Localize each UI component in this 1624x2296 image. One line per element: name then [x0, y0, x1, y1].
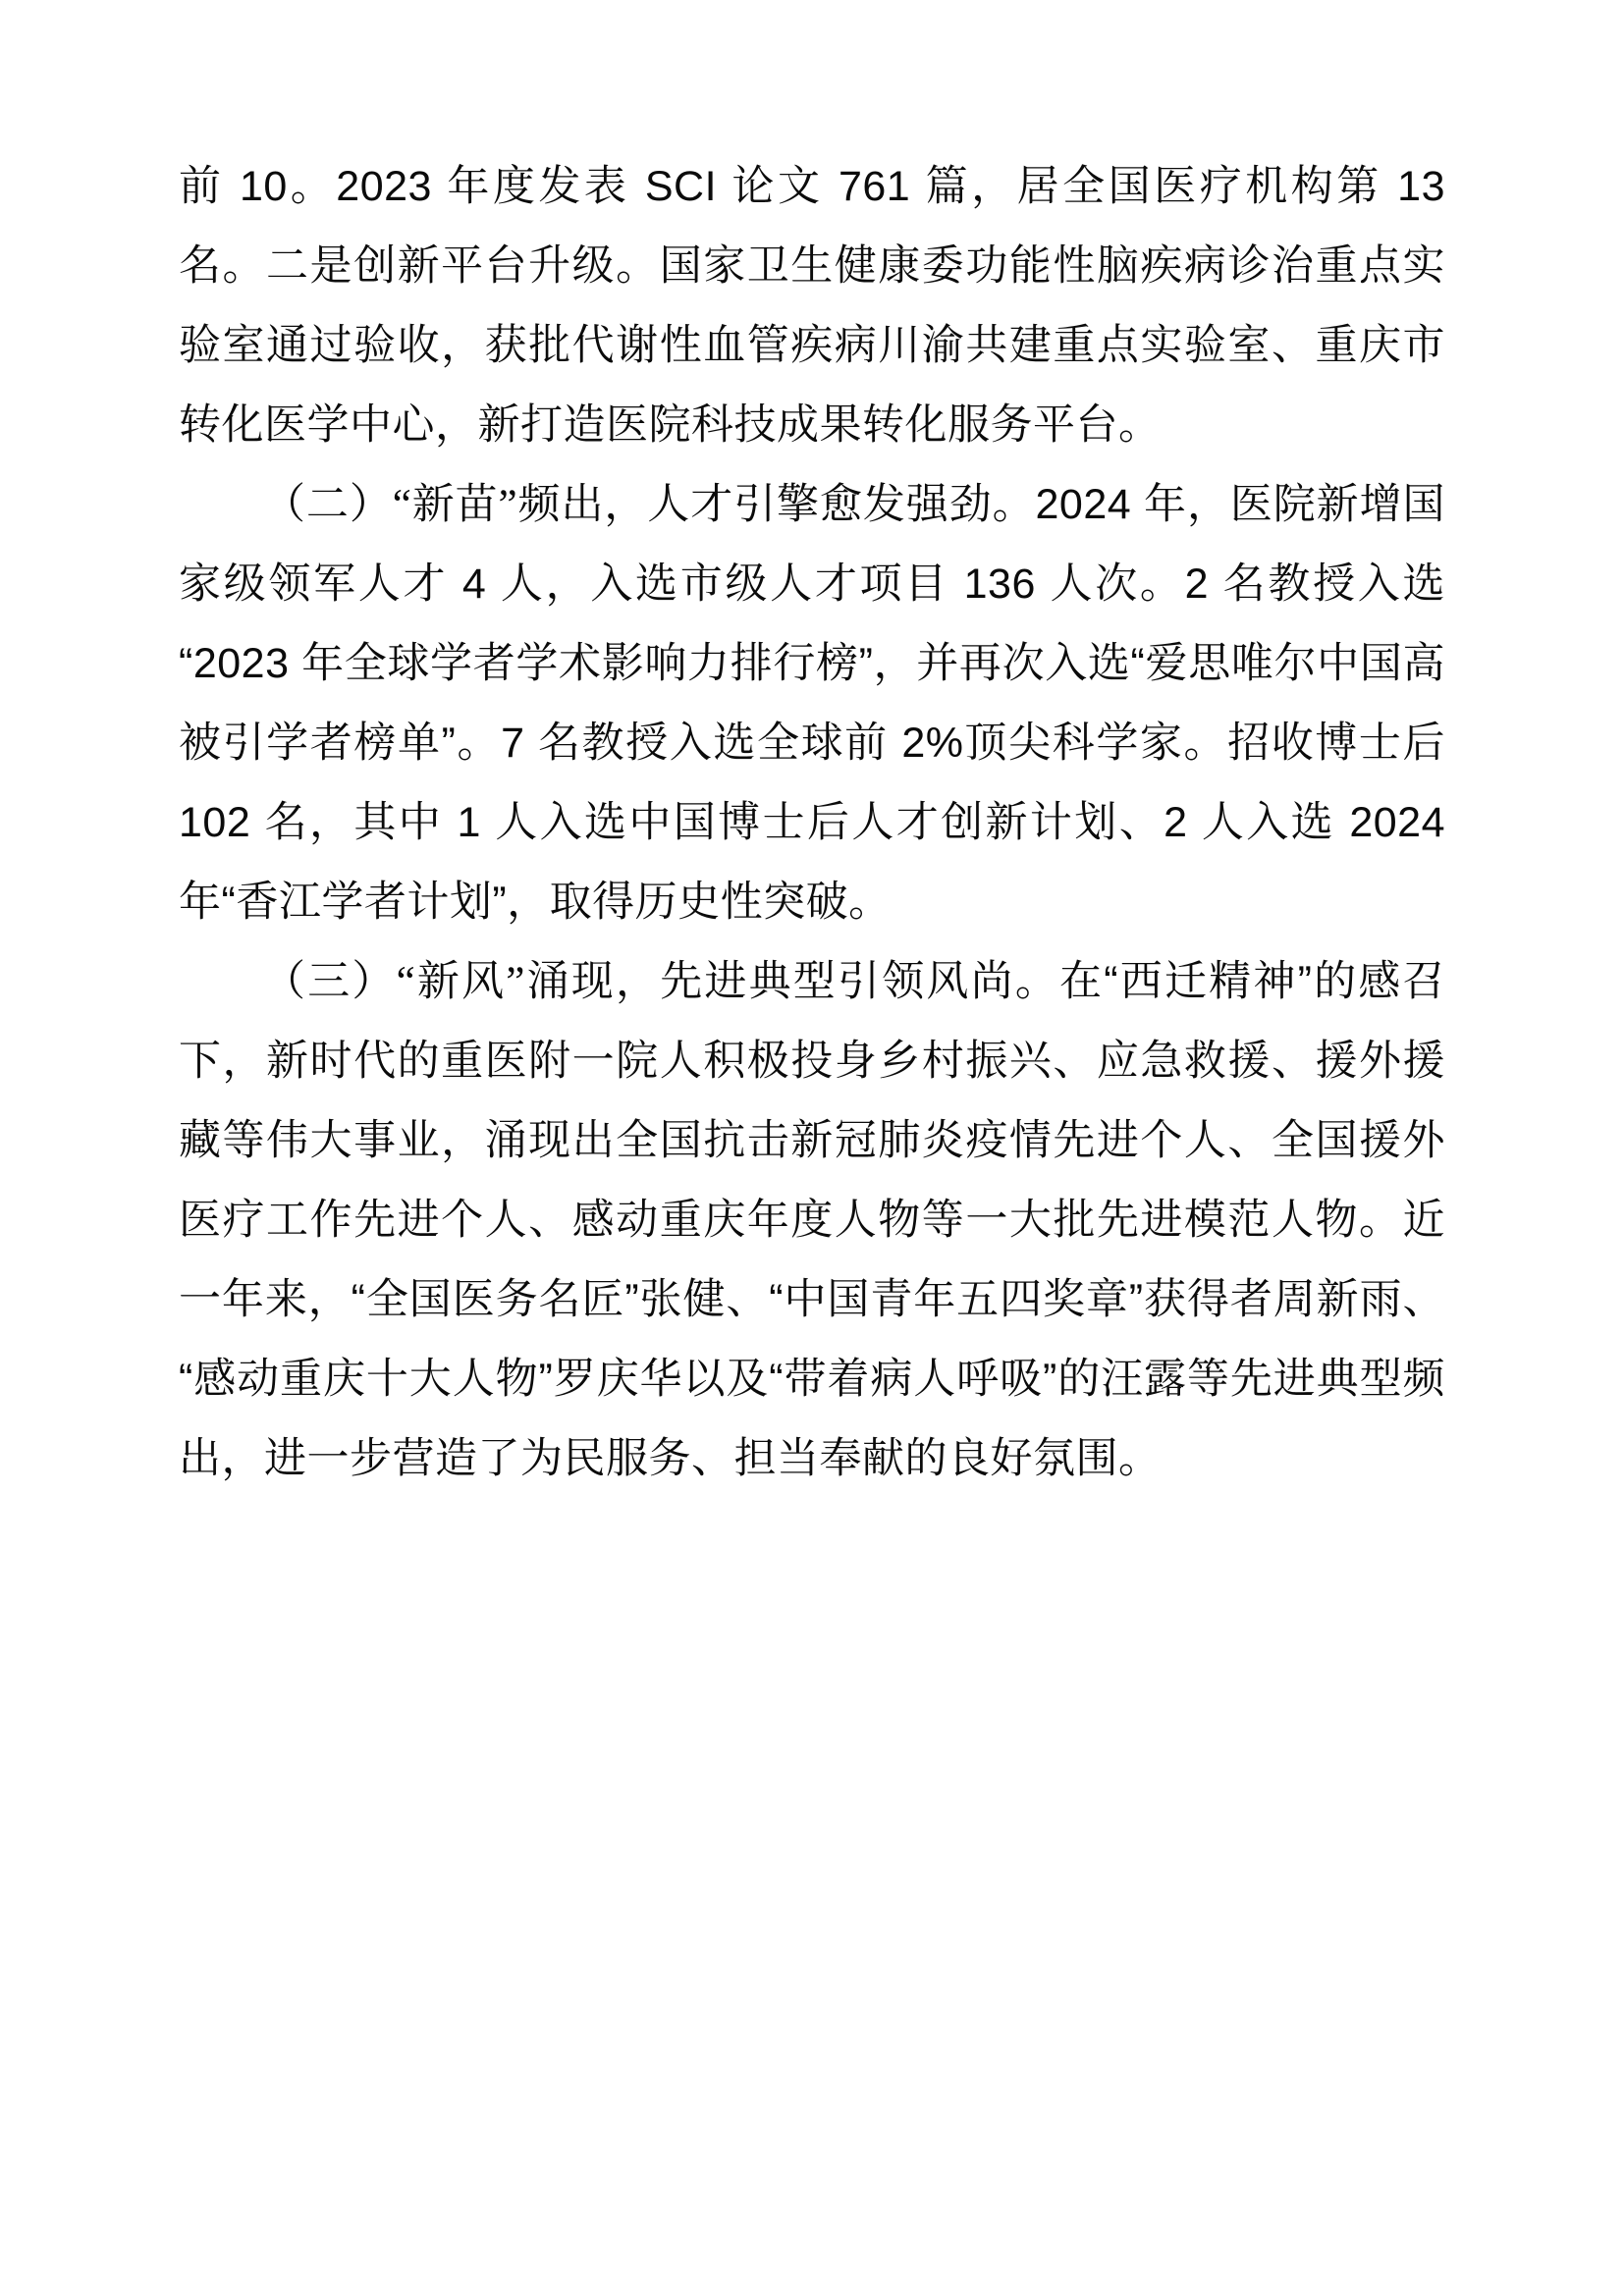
document-body: [179, 147, 1445, 1499]
paragraph: [179, 465, 1445, 942]
paragraph-lead-in: （三）“新风”涌现，先进典型引领风尚。: [263, 959, 1060, 1005]
paragraph: [179, 147, 1445, 465]
paragraph-lead-in: （二）“新苗”频出，人才引擎愈发强劲。: [263, 482, 1036, 528]
paragraph: [179, 942, 1445, 1499]
paragraph-text: 2024 年，医院新增国家级领军人才 4 人，入选市级人才项目 136 人次。2 名教授入选“2023 年全球学者学术影响力排行榜”，并再次入选“爱思唯尔中国高被引学者榜单”。7 名教授入选全球前 2%顶尖科学家。招收博士后 102 名，其中 1 人入选中国博士后人才创新计划、2 人入选 2024 年“香江学者计划”，取得历史性突破。: [179, 481, 1446, 926]
paragraph-text: 在“西迁精神”的感召下，新时代的重医附一院人积极投身乡村振兴、应急救援、援外援藏等伟大事业，涌现出全国抗击新冠肺炎疫情先进个人、全国援外医疗工作先进个人、感动重庆年度人物等一大批先进模范人物。近一年来，“全国医务名匠”张健、“中国青年五四奖章”获得者周新雨、“感动重庆十大人物”罗庆华以及“带着病人呼吸”的汪露等先进典型频出，进一步营造了为民服务、担当奉献的良好氛围。: [179, 958, 1445, 1482]
paragraph-text: 前 10。2023 年度发表 SCI 论文 761 篇，居全国医疗机构第 13 名。二是创新平台升级。国家卫生健康委功能性脑疾病诊治重点实验室通过验收，获批代谢性血管疾病川渝共建重点实验室、重庆市转化医学中心，新打造医院科技成果转化服务平台。: [179, 163, 1445, 449]
